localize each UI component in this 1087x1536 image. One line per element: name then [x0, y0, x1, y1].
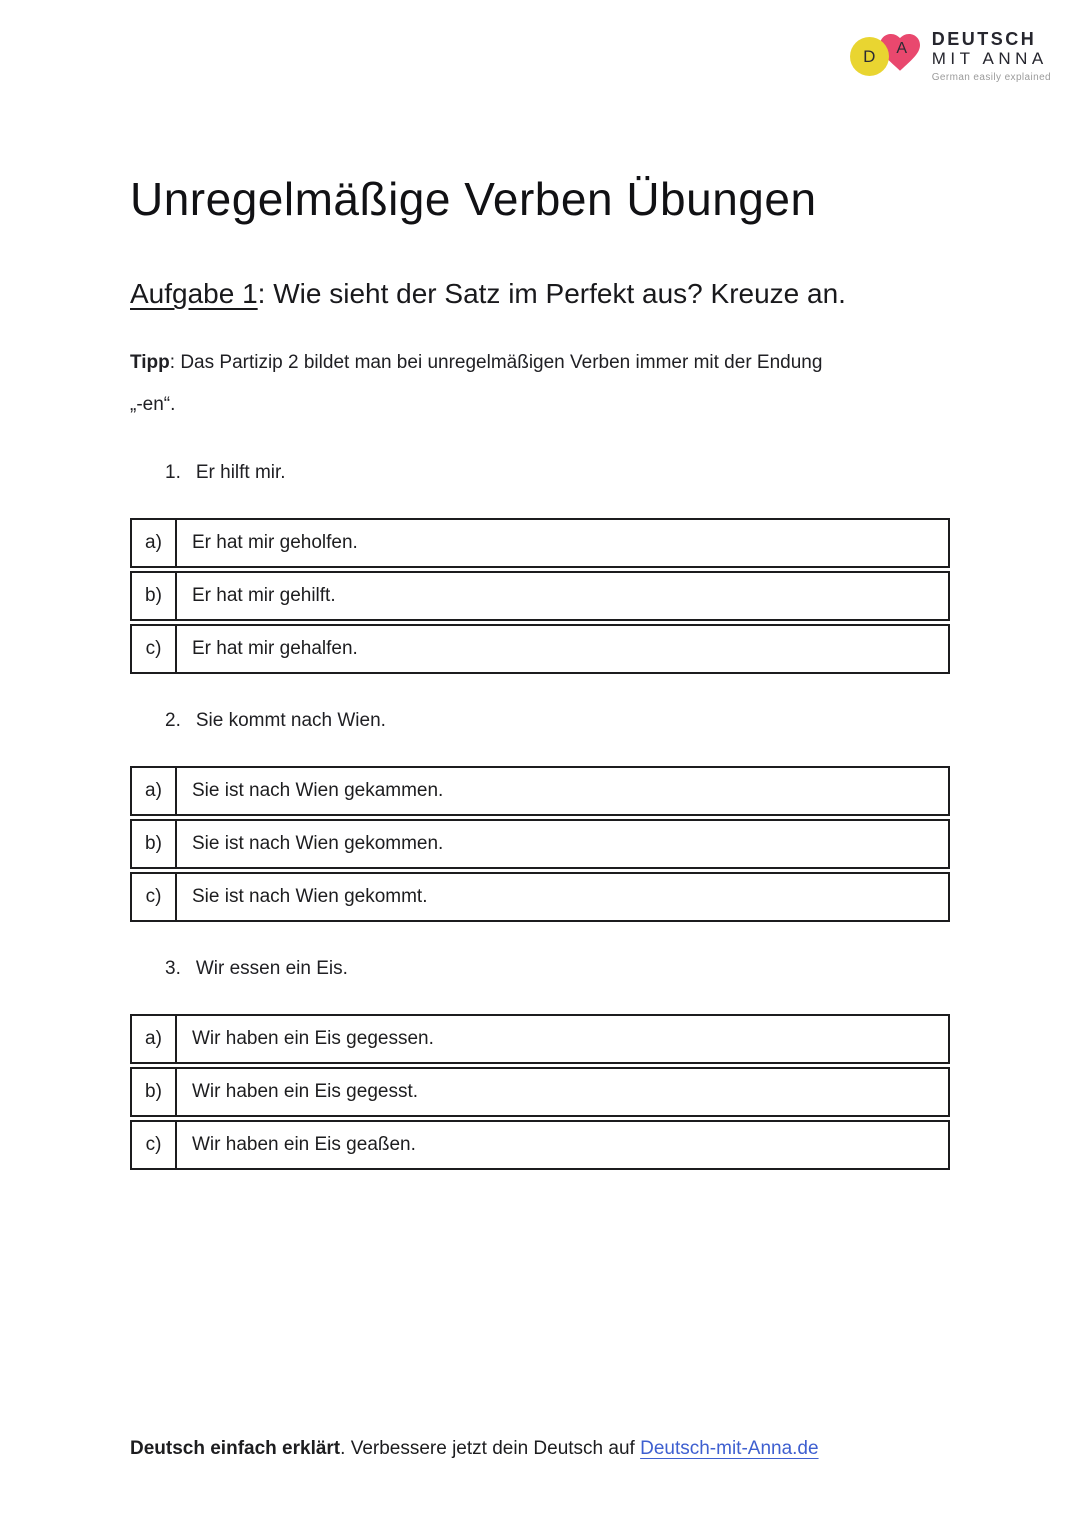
question-2-prompt	[130, 710, 957, 732]
answer-row-2c[interactable]	[130, 872, 950, 922]
question-2-number: 2.	[165, 710, 181, 731]
footer-bold-text: Deutsch einfach erklärt	[130, 1438, 341, 1459]
logo-tagline: German easily explained	[931, 71, 1051, 83]
question-2-answer-table	[130, 766, 950, 922]
answer-row-2a[interactable]	[130, 766, 950, 816]
answer-text-3c: Wir haben ein Eis geaßen.	[192, 1134, 416, 1155]
answer-row-1c[interactable]	[130, 624, 950, 674]
answer-row-3b[interactable]	[130, 1067, 950, 1117]
answer-letter-3b[interactable]: b)	[132, 1069, 177, 1115]
question-1-answer-table	[130, 518, 950, 674]
answer-text-1c: Er hat mir gehalfen.	[192, 638, 358, 659]
answer-row-1a[interactable]	[130, 518, 950, 568]
task-heading	[130, 278, 957, 310]
tip-text: : Das Partizip 2 bildet man bei unregelmäßigen Verben immer mit der Endung	[169, 352, 823, 373]
circle-d-badge	[850, 37, 889, 76]
question-1-number: 1.	[165, 462, 181, 483]
answer-letter-1c[interactable]: c)	[132, 626, 177, 672]
tip-label: Tipp	[130, 352, 170, 373]
question-3-prompt	[130, 958, 957, 980]
answer-row-2b[interactable]	[130, 819, 950, 869]
answer-text-3a: Wir haben ein Eis gegessen.	[192, 1028, 434, 1049]
question-3-text: Wir essen ein Eis.	[195, 958, 348, 979]
page-title: Unregelmäßige Verben Übungen	[130, 173, 817, 225]
answer-row-1b[interactable]	[130, 571, 950, 621]
answer-text-2a: Sie ist nach Wien gekammen.	[192, 780, 444, 801]
question-2-text: Sie kommt nach Wien.	[195, 710, 386, 731]
answer-row-3a[interactable]	[130, 1014, 950, 1064]
answer-row-3c[interactable]	[130, 1120, 950, 1170]
question-3-number: 3.	[165, 958, 181, 979]
answer-letter-3c[interactable]: c)	[132, 1122, 177, 1168]
footer	[130, 1438, 819, 1460]
answer-text-1a: Er hat mir geholfen.	[192, 532, 358, 553]
logo-letter-a: A	[896, 40, 908, 57]
task-instruction: : Wie sieht der Satz im Perfekt aus? Kreuze an.	[257, 278, 846, 309]
question-1-text: Er hilft mir.	[195, 462, 286, 483]
tip-paragraph	[130, 342, 957, 426]
task-label: Aufgabe 1	[130, 278, 258, 309]
logo-title-line1: DEUTSCH	[931, 28, 1037, 49]
answer-letter-1b[interactable]: b)	[132, 573, 177, 619]
answer-letter-2c[interactable]: c)	[132, 874, 177, 920]
logo-title-line2: MIT ANNA	[931, 49, 1048, 69]
footer-link[interactable]: Deutsch-mit-Anna.de	[640, 1438, 819, 1459]
answer-letter-3a[interactable]: a)	[132, 1016, 177, 1062]
answer-letter-2b[interactable]: b)	[132, 821, 177, 867]
answer-letter-2a[interactable]: a)	[132, 768, 177, 814]
answer-text-1b: Er hat mir gehilft.	[192, 585, 336, 606]
answer-text-2b: Sie ist nach Wien gekommen.	[192, 833, 444, 854]
answer-text-3b: Wir haben ein Eis gegesst.	[192, 1081, 419, 1102]
answer-text-2c: Sie ist nach Wien gekommt.	[192, 886, 428, 907]
question-3-answer-table	[130, 1014, 950, 1170]
tip-ending: „-en“.	[130, 394, 176, 415]
question-1-prompt	[130, 462, 957, 484]
worksheet-body	[130, 0, 957, 1170]
answer-letter-1a[interactable]: a)	[132, 520, 177, 566]
logo-letter-d: D	[863, 46, 876, 66]
footer-text: . Verbessere jetzt dein Deutsch auf	[340, 1438, 641, 1459]
